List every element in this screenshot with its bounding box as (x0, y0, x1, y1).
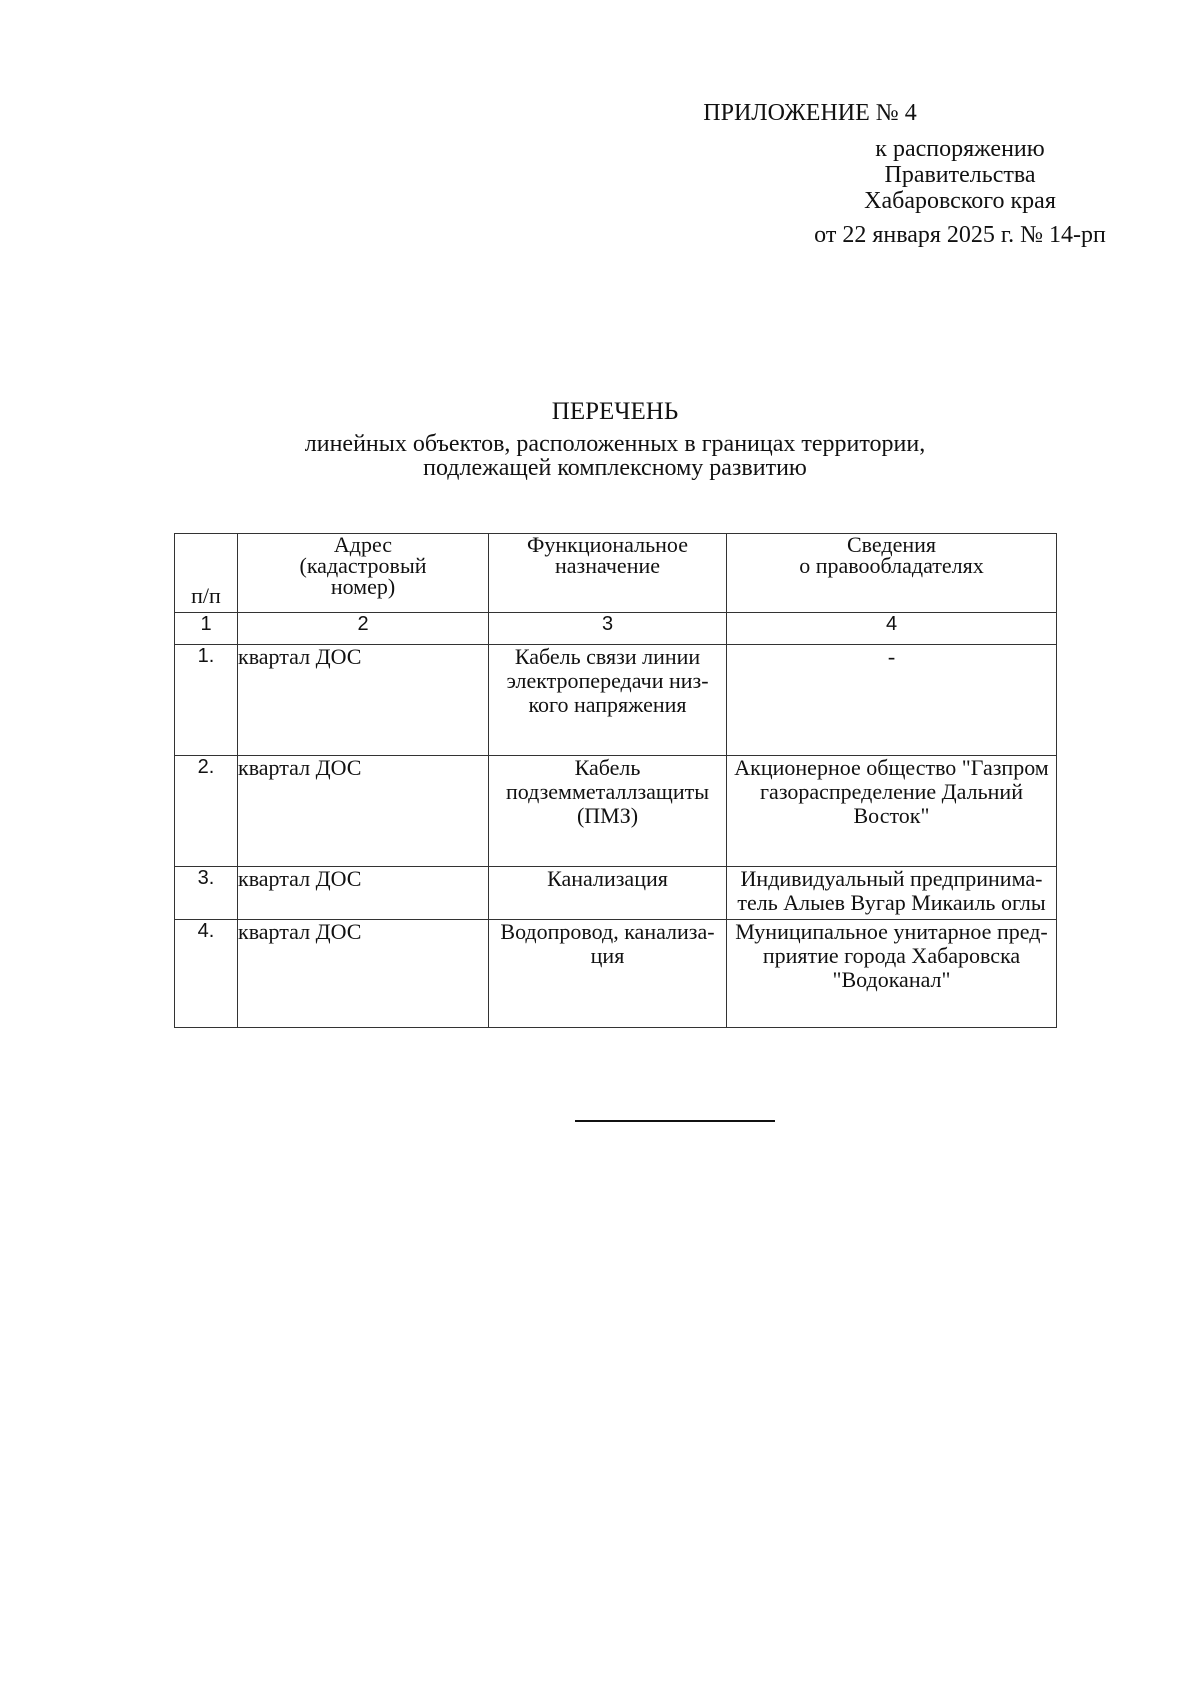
header-address-line-1: Адрес (333, 532, 393, 557)
appendix-line-3: Хабаровского края (864, 188, 1056, 214)
header-owner-line-2: о правообладателях (799, 553, 984, 578)
table-row (175, 920, 1057, 1028)
row-owner-line: "Водоканал" (832, 967, 951, 992)
row-function-line: Водопровод, канализа- (500, 919, 715, 944)
header-function-line-1: Функциональное (527, 532, 688, 557)
end-separator-line (575, 1120, 775, 1122)
row-address: квартал ДОС (238, 867, 489, 920)
appendix-block (703, 100, 1150, 248)
row-function (489, 645, 727, 756)
row-number: 3. (175, 867, 238, 920)
header-address-line-3: номер) (330, 574, 396, 599)
objects-table (174, 533, 1057, 1028)
row-function-line: Кабель (574, 755, 641, 780)
heading-line-2: подлежащей комплексному развитию (423, 455, 807, 481)
row-address: квартал ДОС (238, 920, 489, 1028)
heading-title: ПЕРЕЧЕНЬ (551, 398, 679, 425)
row-owner-line: Восток" (853, 803, 930, 828)
appendix-date: от 22 января 2025 г. № 14-рп (814, 222, 1106, 248)
column-index: 3 (489, 613, 727, 645)
header-num: п/п (175, 534, 238, 613)
row-function-line: Канализация (547, 866, 668, 891)
header-owner (727, 534, 1057, 613)
table-row (175, 867, 1057, 920)
header-address-line-2: (кадастровый (299, 553, 427, 578)
column-index: 1 (175, 613, 238, 645)
appendix-line-2: Правительства (884, 162, 1036, 188)
heading-line-1: линейных объектов, расположенных в границах территории, (304, 431, 926, 457)
row-owner-line: тель Алыев Вугар Микаиль оглы (737, 890, 1046, 915)
table-header-row (175, 534, 1057, 613)
row-number: 1. (175, 645, 238, 756)
header-owner-line-1: Сведения (846, 532, 937, 557)
column-index: 2 (238, 613, 489, 645)
row-function (489, 756, 727, 867)
row-number: 2. (175, 756, 238, 867)
header-function (489, 534, 727, 613)
appendix-line-1: к распоряжению (875, 136, 1045, 162)
header-address (238, 534, 489, 613)
row-owner (727, 756, 1057, 867)
row-function-line: ция (590, 943, 625, 968)
row-address: квартал ДОС (238, 645, 489, 756)
row-owner (727, 645, 1057, 756)
row-number: 4. (175, 920, 238, 1028)
appendix-title: ПРИЛОЖЕНИЕ № 4 (703, 100, 917, 126)
row-function-line: кого напряжения (528, 692, 687, 717)
header-function-line-2: назначение (554, 553, 661, 578)
row-function-line: Кабель связи линии (514, 644, 701, 669)
row-function-line: электропередачи низ- (506, 668, 709, 693)
row-owner-line: приятие города Хабаровска (762, 943, 1021, 968)
row-function (489, 920, 727, 1028)
row-owner-line: Акционерное общество "Газпром (734, 755, 1049, 780)
column-index: 4 (727, 613, 1057, 645)
row-address: квартал ДОС (238, 756, 489, 867)
document-heading (174, 398, 1056, 480)
row-function-line: подземметаллзащиты (505, 779, 710, 804)
table-row (175, 756, 1057, 867)
row-owner (727, 867, 1057, 920)
row-function-line: (ПМЗ) (576, 803, 639, 828)
row-owner-line: - (887, 644, 896, 669)
row-owner-line: газораспределение Дальний (760, 779, 1023, 804)
row-owner-line: Муниципальное унитарное пред- (735, 919, 1048, 944)
row-owner-line: Индивидуальный предпринима- (740, 866, 1043, 891)
table-row (175, 645, 1057, 756)
row-function (489, 867, 727, 920)
row-owner (727, 920, 1057, 1028)
column-index-row (175, 613, 1057, 645)
